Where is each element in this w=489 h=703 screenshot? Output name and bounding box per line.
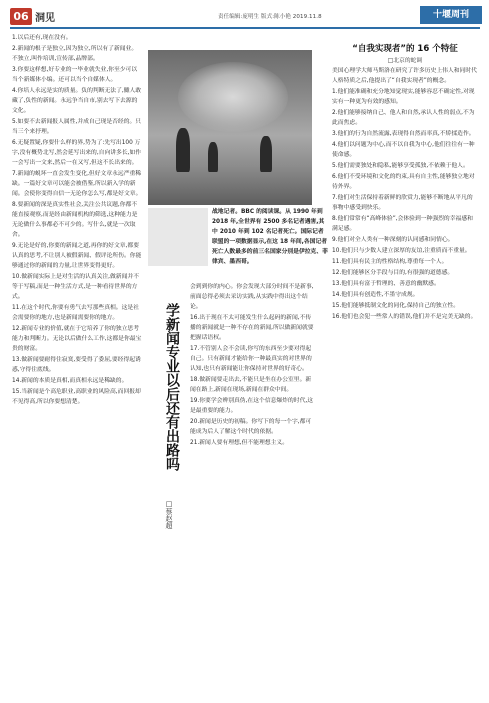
paragraph: 21.新闻人要有理想,但不能理想主义。	[190, 440, 289, 446]
paragraph: 3.你要这样想,好专业的一毕业就失业,你至少可以当个新媒体小编。还可以当个自媒体人。	[12, 67, 138, 83]
paragraph: 3.他们的行为自然流露,表现得自然而率真,不矫揉造作。	[332, 131, 475, 137]
photo-figure	[176, 128, 190, 172]
paragraph: 12.他们能够区分手段与目的,有很强的道德感。	[332, 270, 454, 276]
section-title: 洞见	[35, 13, 55, 24]
sidebar-title: “自我实现者”的 16 个特征	[352, 44, 458, 54]
paragraph: 2.新闻的根子是独立,因为独立,所以有了新闻业。不独立,叫作培训,宣传部,品牌部。	[12, 46, 138, 62]
paragraph: 5.他们需要独处和隐私,能够享受孤独,不依赖于他人。	[332, 163, 469, 169]
sidebar-column	[332, 66, 477, 697]
paragraph: 17.不管别人会不会读,你写的东西至少要对得起自己。只有新闻才能给你一种最真实的对世界的认知,也只有新闻能让你保持对世界的好奇心。	[190, 346, 312, 372]
article-column-2	[190, 282, 316, 697]
article-title: 学新闻专业以后还有出路吗	[164, 303, 180, 471]
article-author: □蔡赵超	[165, 500, 173, 529]
photo-figure	[208, 142, 218, 172]
news-photo	[148, 50, 312, 205]
paragraph: 11.在这个时代,你要有勇气去写那些真相。这是社会需要你的地方,也是新闻需要你的地方。	[12, 305, 139, 321]
paragraph: 会到到你的内心。你会发现大部分时间不是新事,前面总得必须去采访实践,从实践中得出这个结论。	[190, 284, 314, 310]
paragraph: 6.他们不受环境和文化的约束,具有自主性,能够独立地对待外界。	[332, 174, 475, 190]
paragraph: 15.当新闻是个高危职业,高职业的风险高,而回报却不见得高,所以你要想清楚。	[12, 389, 141, 405]
paragraph: 16.他们也会犯一些常人的错误,他们并不是完美无缺的。	[332, 314, 477, 320]
sidebar-source: □北京的蛇调	[387, 58, 423, 64]
paragraph: 5.如要不去新闻报人属性,并成自己现是否经的。只当三个来抒理。	[12, 119, 142, 135]
page-number: 06	[10, 8, 32, 25]
editor-meta: 责任编辑:庞明生 版式:陈小艳 2019.11.8	[218, 14, 322, 20]
paragraph: 10.做新闻实际上是对生活的认真关注,做新闻并不等于写稿,而是一种生活方式,是一种看待世界的方式。	[12, 274, 139, 300]
paragraph: 4.你培人永远是实的质量。负的判断无法了,雠人敢藏了,负性的新闻。永远争当自市,别去写下去源的文化。	[12, 88, 142, 114]
paragraph: 14.他们具有创造性,不墨守成规。	[332, 292, 419, 298]
paragraph: 1.以后还有,现在没有。	[12, 35, 72, 41]
paragraph: 14.新闻的本质是真相,而真相永远是稀缺的。	[12, 378, 128, 384]
paragraph: 13.做新闻要耐得住寂寞,要受得了委屈,要经得起诱惑,守得住底线。	[12, 357, 141, 373]
paragraph: 9.无论是好的,你要的新闻之道,再你的好文章,都要认真的思考,不让别人被假新闻、假评论所伤。你能够通过你的新闻的力量,让世界变得更好。	[12, 243, 142, 269]
paragraph: 19.你要学会辨别真伪,在这个信息爆炸的时代,这是最重要的能力。	[190, 398, 314, 414]
paragraph: 2.他们能够接纳自己、他人和自然,承认人性的弱点,不为此而焦虑。	[332, 110, 475, 126]
paragraph: 美国心理学大师马斯洛在研究了许多历史上伟人和同时代人格特质之后,他提出了“自我实现者”的概念。	[332, 68, 477, 84]
caption-photo	[148, 208, 208, 266]
paragraph: 16.出于现在不太可能发生什么起码的新闻,不传播的新闻就是一种不存在的新闻,所以做新闻就要把握话语权。	[190, 315, 314, 341]
paragraph: 12.新闻专业的价值,就在于它培养了你的独立思考能力和判断力。无论以后做什么工作,这都是你最宝贵的财富。	[12, 326, 142, 352]
photo-smoke	[178, 62, 288, 132]
paragraph: 8.要新闻的深是真实性社会,关注公共议题,你都不能直接观察,而是经由新闻机构的筛选,这种能力是无论做什么事都必不可少的。写什么,就是一次取舍。	[12, 202, 138, 238]
paragraph: 4.他们以问题为中心,而不以自我为中心,他们往往有一种使命感。	[332, 142, 475, 158]
photo-figure	[260, 136, 272, 172]
paragraph: 7.新闻的蜕坏一直会发生变化,但好文章永远严重稀缺。一篇好文章可以能会被借鉴,所以新入学的新闻。会使你变得自信一无论你怎么写,都是好文章。	[12, 171, 142, 197]
paragraph: 15.他们能够抵制文化的同化,保持自己的独立性。	[332, 303, 459, 309]
paragraph: 9.他们对全人类有一种深刻的认同感和同情心。	[332, 237, 454, 243]
paragraph: 13.他们具有富于哲理的、善意的幽默感。	[332, 281, 440, 287]
paragraph: 6.无疑置疑,你要什么样的界,势为了:先写出100 万字,没有概势北写,然会延写出来的,自向讲多长,如作一会写出一文来,然后一在又写,但这不长出来的。	[12, 140, 142, 166]
paragraph: 20.新闻是历史的初稿。你写下的每一个字,都可能成为后人了解这个时代的依据。	[190, 419, 312, 435]
paragraph: 1.他们能准确和充分地知觉现实,能够容忍不确定性,对现实有一种更为有效的感知。	[332, 89, 475, 105]
newspaper-brand: 十堰周刊	[420, 6, 482, 24]
header-rule	[10, 27, 480, 29]
paragraph: 8.他们常常有“高峰体验”,会体验到一种强烈的幸福感和满足感。	[332, 216, 473, 232]
paragraph: 10.他们只与少数人建立深厚的友谊,注重质而不重量。	[332, 248, 471, 254]
article-column-1	[12, 33, 142, 697]
page-header	[0, 0, 489, 30]
paragraph: 11.他们具有民主的性格结构,尊重每一个人。	[332, 259, 448, 265]
paragraph: 18.做新闻要走出去,不能只是坐在办公室里。新闻在路上,新闻在现场,新闻在群众中间。	[190, 377, 312, 393]
paragraph: 7.他们对生活保持着新鲜的欣赏力,能够不断地从平凡的事物中感受到快乐。	[332, 195, 473, 211]
photo-caption: 战地记者。BBC 的阅读课。从 1990 年到 2018 年,全世界有 2500 多名记者遇害,其中 2010 年到 102 名记者死亡。国际记者联盟的一项数据显示,在这 18 年间,各国记者死亡人数最多的前三名国家分别是伊拉克、菲律宾、墨西哥。	[212, 209, 328, 265]
